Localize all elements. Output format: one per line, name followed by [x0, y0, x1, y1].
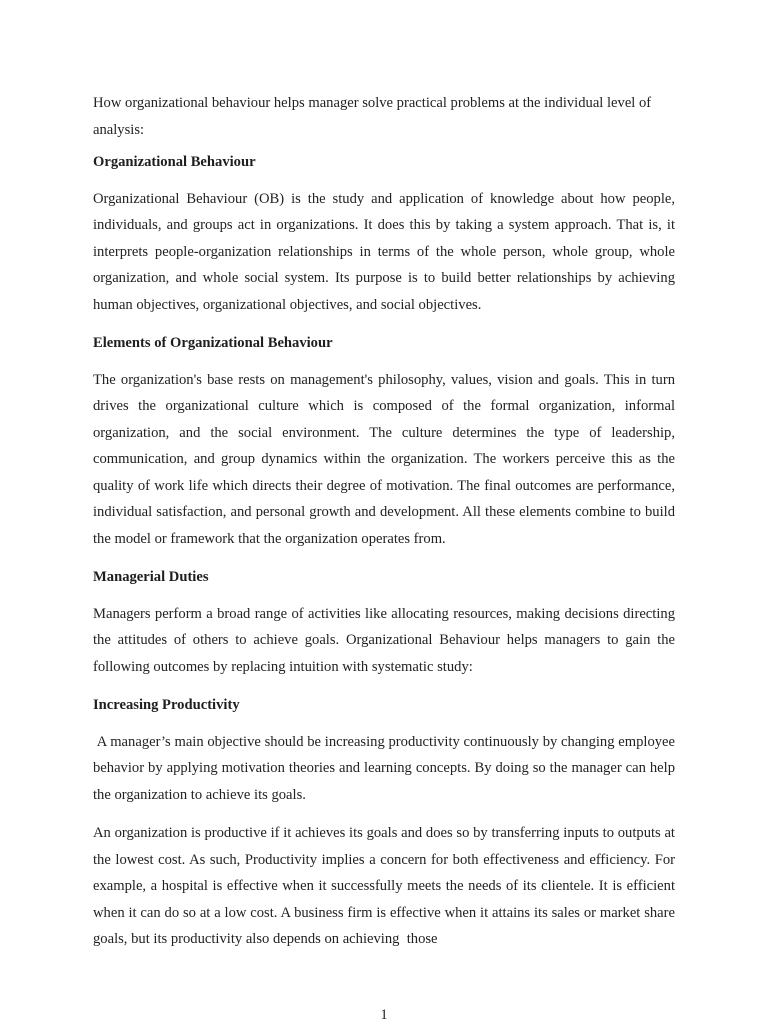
- paragraph: The organization's base rests on management's philosophy, values, vision and goals. This in turn drives the organizational culture which is composed of the formal organization, informal organization, and the social environment. The culture determines the type of leadership, communication, and group dynamics within the organization. The workers perceive this as the quality of work life which directs their degree of motivation. The final outcomes are performance, individual satisfaction, and personal growth and development. All these elements combine to build the model or framework that the organization operates from.: [93, 371, 675, 547]
- section-organizational-behaviour: [93, 149, 675, 318]
- page-number: 1: [380, 1007, 388, 1023]
- document-page: [93, 90, 675, 965]
- section-heading: Increasing Productivity: [93, 697, 240, 713]
- paragraph: A manager’s main objective should be increasing productivity continuously by changing employee behavior by applying motivation theories and learning concepts. By doing so the manager can help the organization to achieve its goals.: [93, 733, 675, 803]
- paragraph: Organizational Behaviour (OB) is the study and application of knowledge about how people, individuals, and groups act in organizations. It does this by taking a system approach. That is, it interprets people-organization relationships in terms of the whole person, whole group, whole organization, and whole social system. Its purpose is to build better relationships by achieving human objectives, organizational objectives, and social objectives.: [93, 190, 675, 313]
- paragraph: An organization is productive if it achieves its goals and does so by transferring inputs to outputs at the lowest cost. As such, Productivity implies a concern for both effectiveness and efficiency. For example, a hospital is effective when it successfully meets the needs of its clientele. It is efficient when it can do so at a low cost. A business firm is effective when it attains its sales or market share goals, but its productivity also depends on achieving those: [93, 825, 675, 947]
- section-increasing-productivity: [93, 692, 675, 953]
- section-elements-of-organizational-behaviour: [93, 330, 675, 552]
- paragraph: Managers perform a broad range of activities like allocating resources, making decisions directing the attitudes of others to achieve goals. Organizational Behaviour helps managers to gain the following outcomes by replacing intuition with systematic study:: [93, 605, 675, 675]
- section-heading: Managerial Duties: [93, 569, 209, 585]
- section-heading: Elements of Organizational Behaviour: [93, 335, 333, 351]
- section-heading: Organizational Behaviour: [93, 154, 256, 170]
- intro-text: How organizational behaviour helps manager solve practical problems at the individual level of analysis:: [93, 95, 652, 138]
- section-managerial-duties: [93, 564, 675, 680]
